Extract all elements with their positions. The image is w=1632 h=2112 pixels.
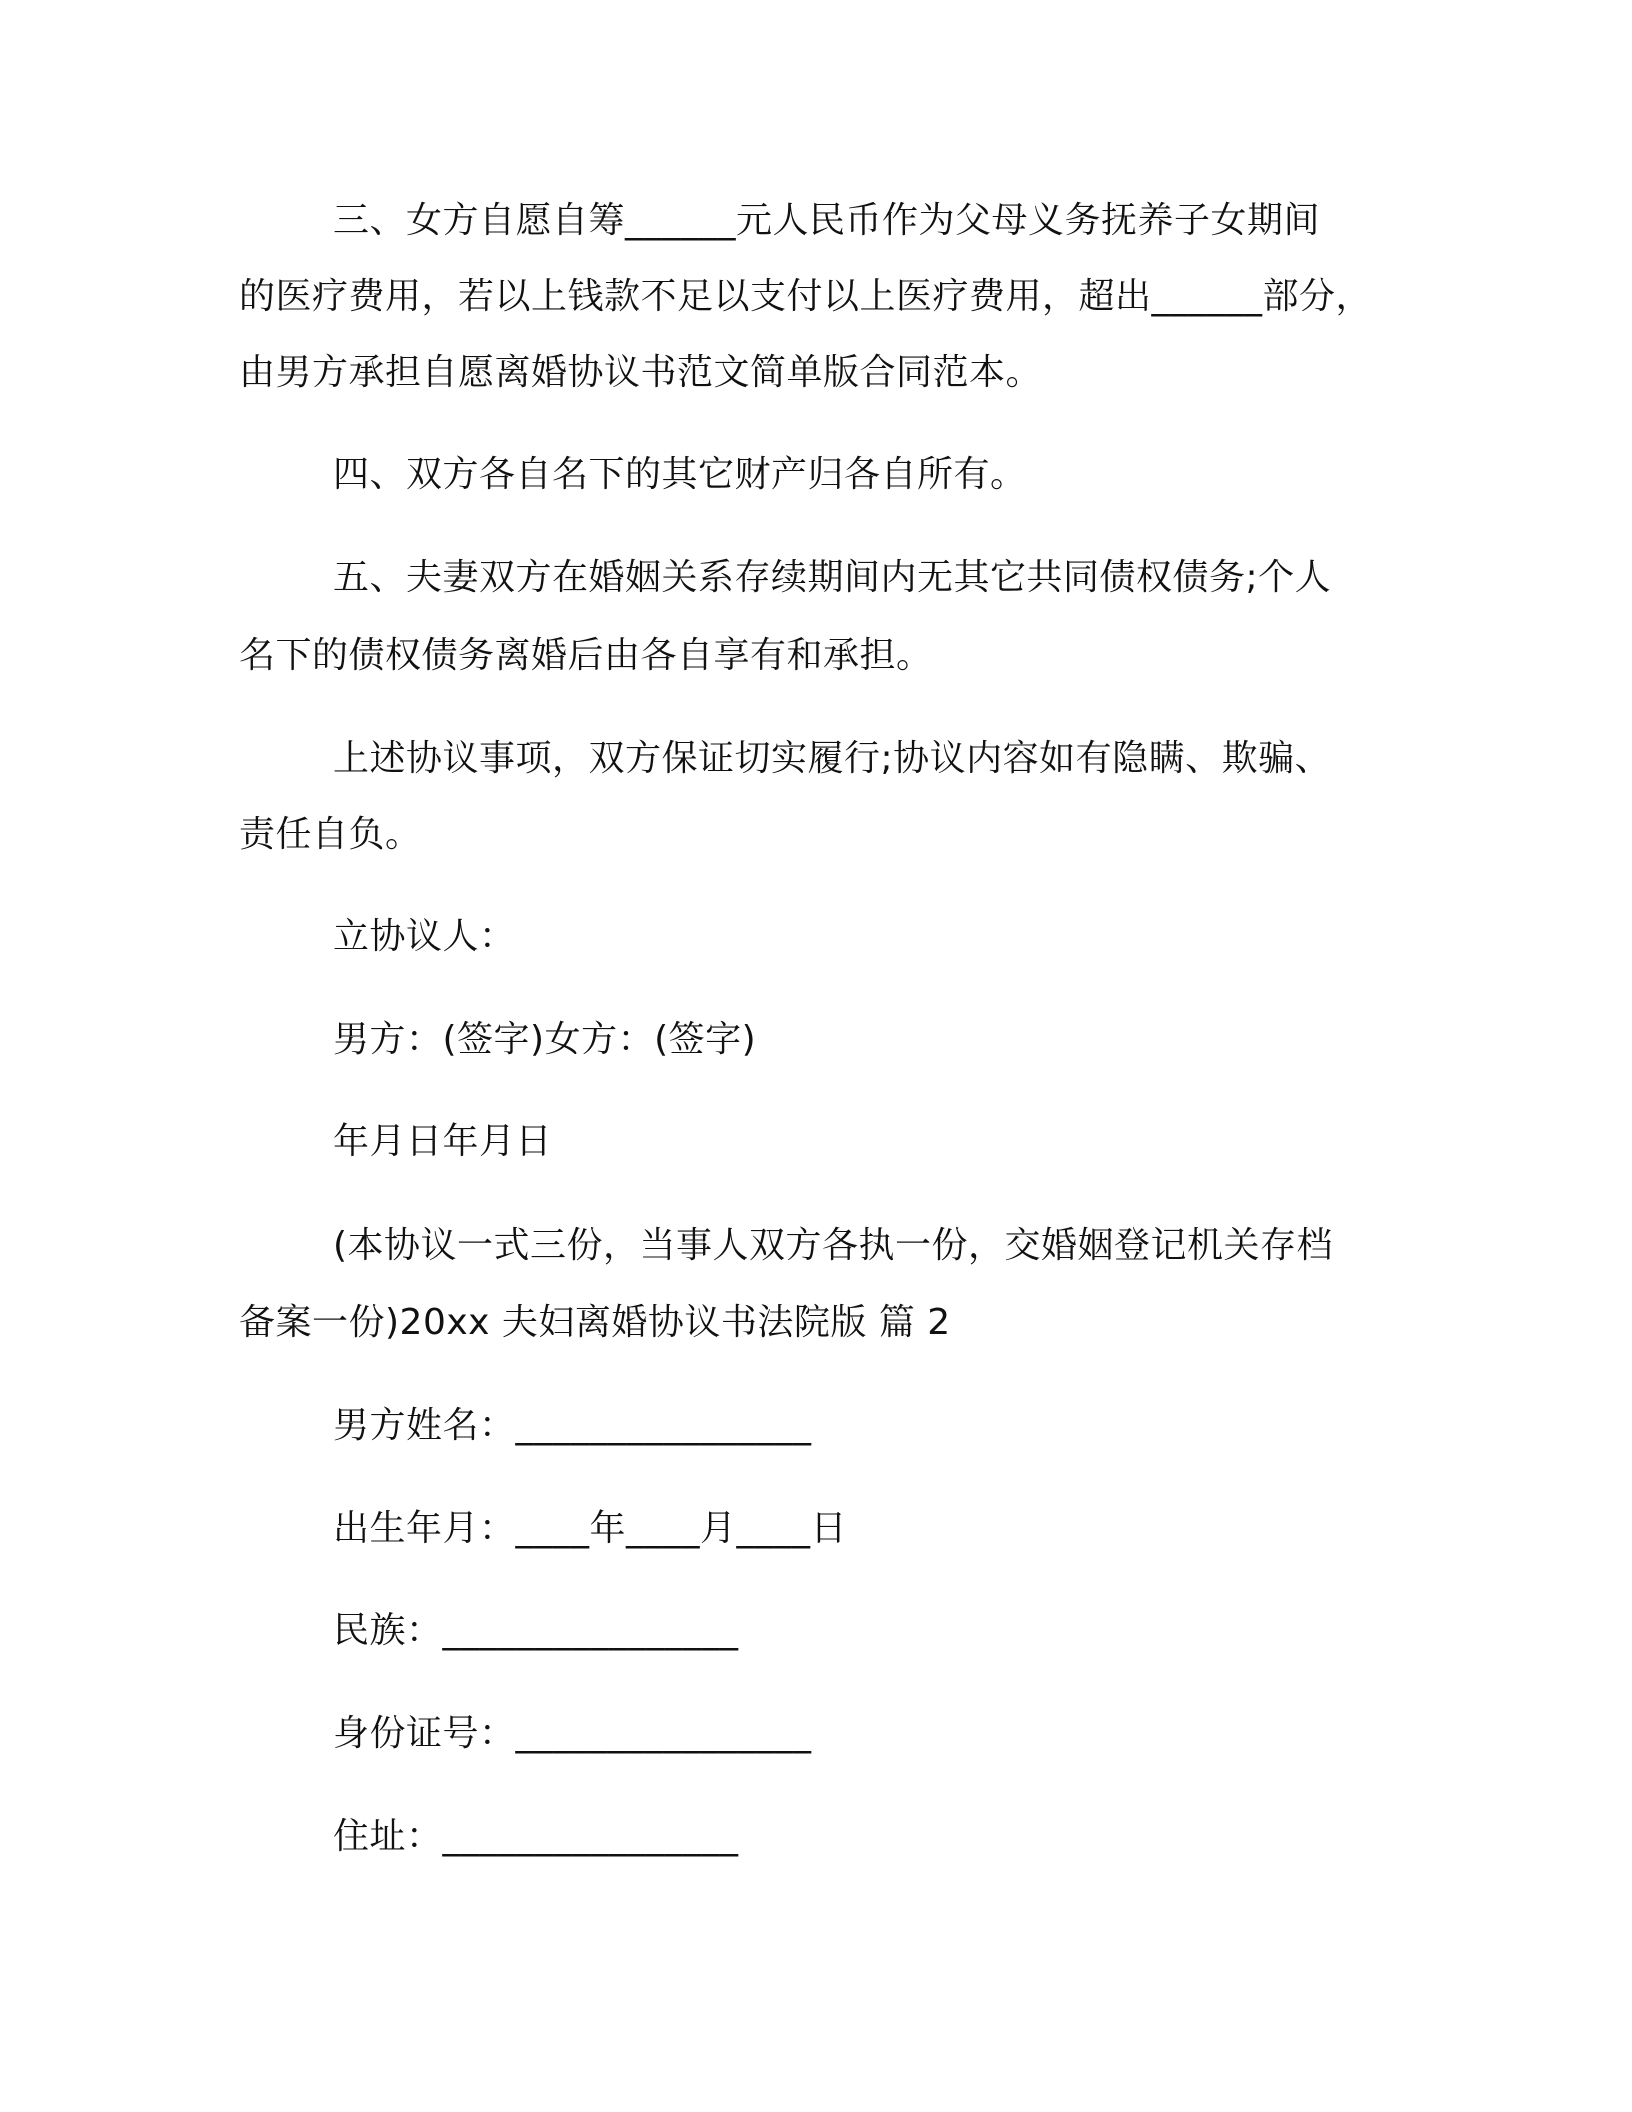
copies-note-line-2: 备案一份)20xx 夫妇离婚协议书法院版 篇 2	[239, 1302, 951, 1343]
birth-date-field: 出生年月：____年____月____日	[333, 1508, 848, 1549]
male-name-field: 男方姓名：________________	[333, 1405, 812, 1446]
id-number-field: 身份证号：________________	[333, 1713, 812, 1754]
signatories-label: 立协议人：	[333, 916, 516, 957]
paragraph-3-line-1: 三、女方自愿自筹______元人民币作为父母义务抚养子女期间	[333, 200, 1321, 241]
commitment-line-1: 上述协议事项，双方保证切实履行;协议内容如有隐瞒、欺骗、	[333, 738, 1332, 779]
paragraph-4-line-1: 四、双方各自名下的其它财产归各自所有。	[333, 454, 1027, 495]
signature-line: 男方：(签字)女方：(签字)	[333, 1019, 757, 1060]
address-field: 住址：________________	[333, 1816, 739, 1857]
paragraph-5-line-1: 五、夫妻双方在婚姻关系存续期间内无其它共同债权债务;个人	[333, 557, 1332, 598]
date-line: 年月日年月日	[333, 1121, 553, 1162]
paragraph-3-line-3: 由男方承担自愿离婚协议书范文简单版合同范本。	[239, 352, 1043, 393]
ethnicity-field: 民族：________________	[333, 1610, 739, 1651]
copies-note-line-1: (本协议一式三份，当事人双方各执一份，交婚姻登记机关存档	[333, 1225, 1334, 1266]
paragraph-3-line-2: 的医疗费用，若以上钱款不足以支付以上医疗费用，超出______部分，	[239, 276, 1373, 317]
paragraph-5-line-2: 名下的债权债务离婚后由各自享有和承担。	[239, 635, 933, 676]
commitment-line-2: 责任自负。	[239, 814, 422, 855]
